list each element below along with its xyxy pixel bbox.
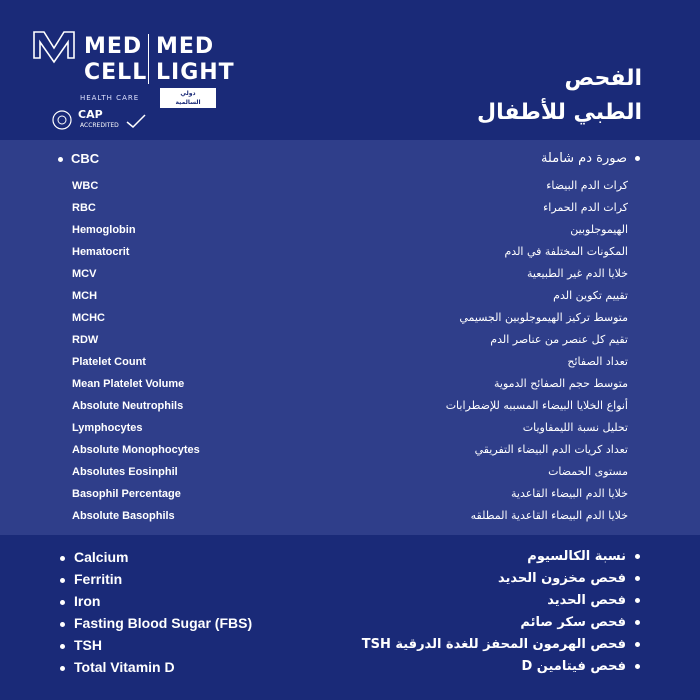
- test-name-en: Absolute Monophocytes: [72, 444, 200, 456]
- test-name-en: Total Vitamin D: [74, 659, 175, 675]
- bullet-icon: [635, 664, 640, 669]
- cbc-header-en-text: CBC: [71, 151, 100, 166]
- list-item: [0, 568, 700, 590]
- bullet-icon: [635, 156, 640, 161]
- test-name-ar: فحص سكر صائم: [520, 615, 626, 630]
- bullet-icon: [60, 666, 65, 671]
- list-item: [0, 439, 700, 461]
- test-name-ar: كرات الدم الحمراء: [543, 201, 628, 214]
- list-item: [0, 656, 700, 678]
- badge-line1: دولي: [180, 90, 196, 97]
- test-name-ar: الهيموجلوبين: [570, 223, 628, 236]
- test-name-ar: فحص مخزون الحديد: [498, 571, 626, 586]
- list-item: [0, 263, 700, 285]
- list-item: [0, 373, 700, 395]
- test-name-ar: تقيم كل عنصر من عناصر الدم: [490, 333, 628, 346]
- test-name-ar: المكونات المختلفة في الدم: [504, 245, 628, 258]
- cbc-header-ar-text: صورة دم شاملة: [540, 151, 627, 166]
- list-item: [0, 285, 700, 307]
- list-item: [0, 329, 700, 351]
- test-name-en: Hemoglobin: [72, 224, 136, 236]
- test-name-ar: فحص الهرمون المحفز للغدة الدرقية TSH: [361, 637, 626, 652]
- bullet-icon: [635, 620, 640, 625]
- list-item: [0, 417, 700, 439]
- test-name-ar: مستوى الحمضات: [548, 465, 628, 478]
- test-name-ar: تعداد الصفائح: [567, 355, 628, 368]
- bullet-icon: [60, 600, 65, 605]
- list-item: [0, 395, 700, 417]
- list-item: [0, 634, 700, 656]
- test-name-en: Platelet Count: [72, 356, 146, 368]
- test-name-en: Fasting Blood Sugar (FBS): [74, 615, 253, 631]
- accredited-label: ACCREDITED: [80, 122, 119, 129]
- page-title: [477, 62, 642, 130]
- test-name-en: Absolute Basophils: [72, 510, 175, 522]
- list-item: [0, 505, 700, 527]
- cap-label: CAP: [78, 108, 103, 121]
- list-item: [0, 612, 700, 634]
- list-item: [0, 483, 700, 505]
- bullet-icon: [58, 157, 63, 162]
- test-name-en: MCH: [72, 290, 98, 302]
- test-name-ar: نسبة الكالسيوم: [527, 549, 626, 564]
- bullet-icon: [635, 598, 640, 603]
- logo-divider: [148, 34, 149, 84]
- test-name-ar: تحليل نسبة الليمفاويات: [522, 421, 628, 434]
- test-name-en: Hematocrit: [72, 246, 130, 258]
- bullet-icon: [60, 644, 65, 649]
- test-name-ar: فحص فيتامين D: [521, 659, 626, 674]
- location-badge: [160, 88, 216, 108]
- cbc-header-ar: [541, 148, 640, 170]
- other-tests-section: [0, 535, 700, 700]
- test-name-en: Mean Platelet Volume: [72, 378, 185, 390]
- test-name-en: WBC: [72, 180, 99, 192]
- test-name-ar: أنواع الخلايا البيضاء المسببه للإضطرابات: [445, 399, 628, 412]
- test-name-ar: تقييم تكوين الدم: [553, 289, 628, 302]
- test-name-ar: فحص الحديد: [547, 593, 626, 608]
- bullet-icon: [60, 578, 65, 583]
- bullet-icon: [635, 576, 640, 581]
- cbc-header-row: [0, 148, 700, 170]
- logo-cell: CELL: [84, 60, 148, 85]
- test-name-ar: متوسط حجم الصفائح الدموية: [493, 377, 628, 390]
- list-item: [0, 307, 700, 329]
- clinic-logo: [30, 28, 235, 133]
- list-item: [0, 546, 700, 568]
- list-item: [0, 590, 700, 612]
- test-name-ar: متوسط تركيز الهيموجلوبين الجسيمي: [459, 311, 628, 324]
- test-name-ar: خلايا الدم البيضاء القاعدية المطلقه: [470, 509, 628, 522]
- title-line1: الفحص: [564, 66, 642, 91]
- check-icon: [126, 114, 146, 128]
- test-name-en: RBC: [72, 202, 96, 214]
- logo-med: MED: [84, 34, 143, 59]
- list-item: [0, 219, 700, 241]
- bullet-icon: [635, 554, 640, 559]
- bullet-icon: [635, 642, 640, 647]
- test-name-en: Basophil Percentage: [72, 488, 181, 500]
- test-name-ar: خلايا الدم غير الطبيعية: [527, 267, 628, 280]
- medcell-logo-icon: [30, 28, 78, 68]
- logo-med-light: MED: [156, 34, 215, 59]
- test-name-ar: خلايا الدم البيضاء القاعدية: [511, 487, 628, 500]
- test-name-en: Iron: [74, 593, 101, 609]
- test-name-en: MCHC: [72, 312, 105, 324]
- test-name-en: MCV: [72, 268, 97, 280]
- test-name-en: Ferritin: [74, 571, 123, 587]
- test-name-en: TSH: [74, 637, 102, 653]
- bullet-icon: [60, 622, 65, 627]
- logo-health-care: HEALTH CARE: [80, 94, 140, 102]
- list-item: [0, 461, 700, 483]
- test-name-en: Absolute Neutrophils: [72, 400, 184, 412]
- title-line2: الطبي للأطفال: [477, 100, 642, 125]
- list-item: [0, 175, 700, 197]
- list-item: [0, 241, 700, 263]
- test-name-ar: تعداد كريات الدم البيضاء التفريقي: [474, 443, 628, 456]
- cbc-header-en: [58, 148, 99, 170]
- list-item: [0, 197, 700, 219]
- bullet-icon: [60, 556, 65, 561]
- test-name-ar: كرات الدم البيضاء: [546, 179, 628, 192]
- test-name-en: Lymphocytes: [72, 422, 143, 434]
- header-section: [0, 0, 700, 140]
- badge-line2: السالمية: [175, 99, 201, 106]
- cbc-section: [0, 140, 700, 535]
- test-name-en: Absolutes Eosinphil: [72, 466, 178, 478]
- cap-seal-icon: [50, 108, 74, 132]
- test-name-en: RDW: [72, 334, 99, 346]
- list-item: [0, 351, 700, 373]
- test-name-en: Calcium: [74, 549, 129, 565]
- logo-light: LIGHT: [156, 60, 235, 85]
